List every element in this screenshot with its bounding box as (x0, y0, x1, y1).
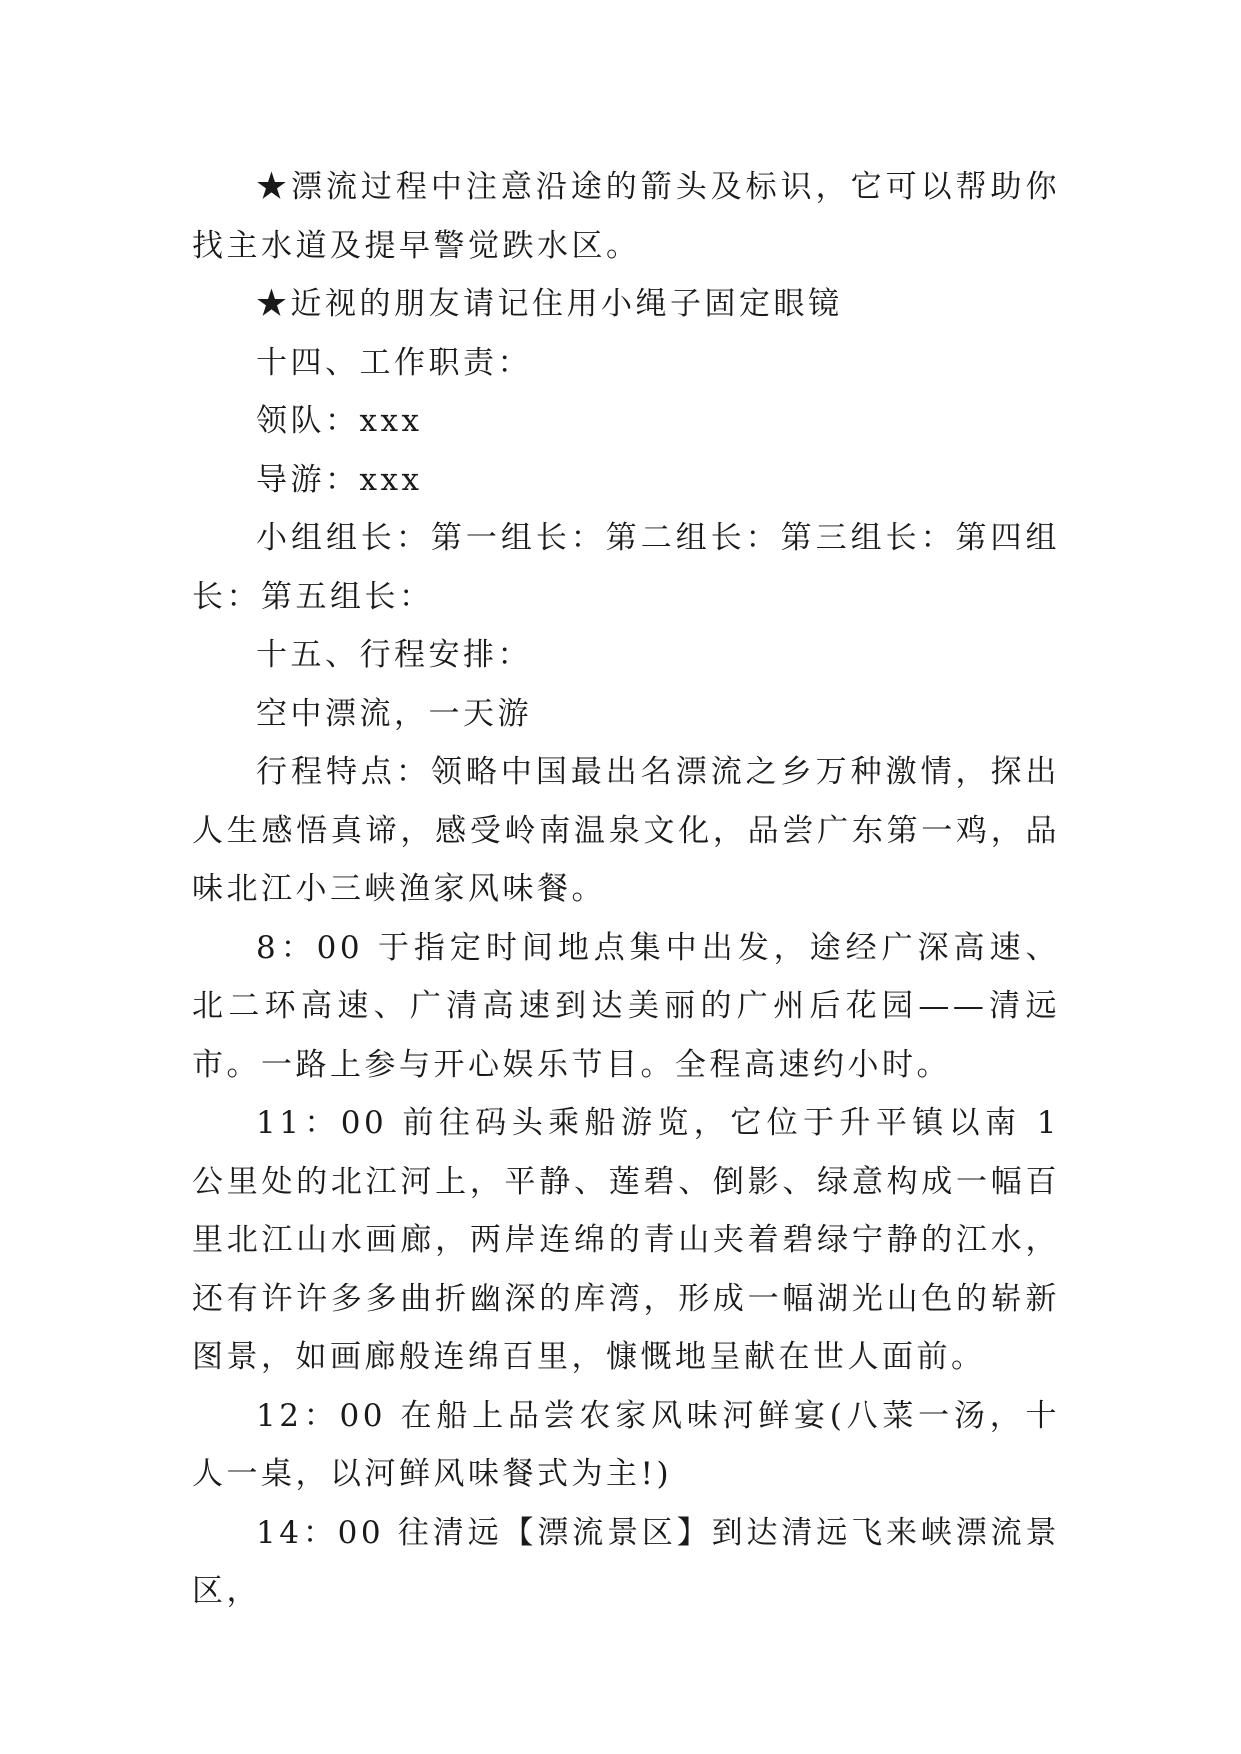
paragraph-1100-boat-tour: 11：00 前往码头乘船游览，它位于升平镇以南 1 公里处的北江河上，平静、莲碧、倒影、绿意构成一幅百里北江山水画廊，两岸连绵的青山夹着碧绿宁静的江水，还有许许多多曲折幽深的库湾，形成一幅湖光山色的崭新图景，如画廊般连绵百里，慷慨地呈献在世人面前。 (192, 1105, 1060, 1375)
paragraph-glasses-rope: ★近视的朋友请记住用小绳子固定眼镜 (256, 286, 843, 322)
paragraph-team-leader: 领队：xxx (256, 403, 423, 439)
section-heading-duties: 十四、工作职责： (256, 344, 532, 381)
paragraph-tour-guide: 导游：xxx (256, 461, 423, 498)
section-heading-itinerary: 十五、行程安排： (256, 637, 532, 673)
paragraph-group-leaders: 小组组长：第一组长：第二组长：第三组长：第四组长：第五组长： (192, 520, 1060, 615)
paragraph-rafting-arrows: ★漂流过程中注意沿途的箭头及标识，它可以帮助你找主水道及提早警觉跌水区。 (192, 169, 1060, 264)
paragraph-0800-departure: 8：00 于指定时间地点集中出发，途经广深高速、北二环高速、广清高速到达美丽的广州后花园——清远市。一路上参与开心娱乐节目。全程高速约小时。 (192, 929, 1060, 1083)
paragraph-trip-title: 空中漂流，一天游 (256, 695, 532, 732)
paragraph-1200-lunch: 12：00 在船上品尝农家风味河鲜宴(八菜一汤，十人一桌，以河鲜风味餐式为主!) (192, 1397, 1060, 1492)
document-page (192, 158, 1060, 1621)
paragraph-trip-features: 行程特点：领略中国最出名漂流之乡万种激情，探出人生感悟真谛，感受岭南温泉文化，品尝广东第一鸡，品味北江小三峡渔家风味餐。 (192, 754, 1060, 907)
paragraph-1400-rafting: 14：00 往清远【漂流景区】到达清远飞来峡漂流景区， (192, 1514, 1060, 1609)
